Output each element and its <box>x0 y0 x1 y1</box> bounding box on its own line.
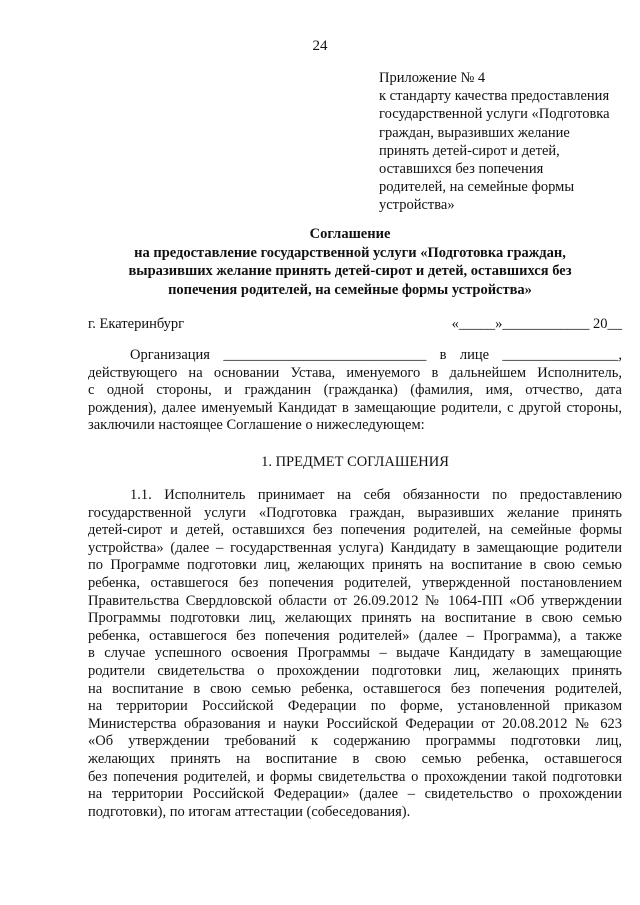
clause-line: детей-сирот и детей, оставшихся без попечения родителей, на семейные формы <box>88 522 622 539</box>
title-line: выразивших желание принять детей-сирот и детей, оставшихся без <box>128 263 572 279</box>
city: г. Екатеринбург <box>88 316 185 332</box>
clause-line: на воспитание в свою семью ребенка, оставшегося без попечения родителей, <box>88 680 622 697</box>
title-line: Соглашение <box>309 226 391 242</box>
clause-1-1 <box>88 487 622 821</box>
appendix-header <box>379 69 624 215</box>
clause-line: на территории Российской Федерации по форме, установленной приказом <box>88 698 622 715</box>
clause-line: «Об утверждении требований к содержанию программы подготовки лиц, <box>88 733 622 750</box>
title-line: попечения родителей, на семейные формы устройства» <box>168 281 532 298</box>
clause-line: Программы подготовки лиц, желающих принять на воспитание в свою семью <box>88 610 622 627</box>
clause-line: Министерства образования и науки Российской Федерации от 20.08.2012 № 623 <box>88 715 622 732</box>
appendix-line: государственной услуги «Подготовка <box>379 106 610 123</box>
intro-paragraph <box>88 347 622 435</box>
clause-line: в случае успешного освоения Программы – выдаче Кандидату в замещающие <box>88 645 622 662</box>
appendix-line: к стандарту качества предоставления <box>379 88 610 105</box>
clause-line: 1.1. Исполнитель принимает на себя обязанности по предоставлению <box>130 487 622 503</box>
document-title <box>80 225 620 299</box>
intro-line: действующего на основании Устава, именуемого в дальнейшем Исполнитель, <box>88 364 622 381</box>
appendix-line: граждан, выразивших желание <box>379 124 570 141</box>
section-heading: 1. ПРЕДМЕТ СОГЛАШЕНИЯ <box>261 454 449 470</box>
clause-line: без попечения родителей, и формы свидетельства о прохождении такой подготовки <box>88 768 622 785</box>
clause-line: родители свидетельства о прохождении подготовки лиц, желающих принять <box>88 662 622 679</box>
appendix-line: оставшихся без попечения <box>379 161 544 178</box>
appendix-line: родителей, на семейные формы <box>379 179 575 196</box>
intro-line: рождения), далее именуемый Кандидат в замещающие родители, с другой стороны, <box>88 399 622 416</box>
clause-line: Правительства Свердловской области от 26.09.2012 № 1064-ПП «Об утверждении <box>88 592 622 609</box>
intro-line: с одной стороны, и гражданин (гражданка) (фамилия, имя, отчество, дата <box>88 382 622 399</box>
clause-line: ребенка, оставшегося без попечения родителей» (далее – Программа), а также <box>88 627 622 644</box>
clause-line: по Программе подготовки лиц, желающих принять на воспитание в свою семью <box>88 557 622 574</box>
intro-line: Организация ____________________________ в лице ________________, <box>130 347 622 363</box>
appendix-line: устройства» <box>379 197 455 214</box>
appendix-line: Приложение № 4 <box>379 70 486 86</box>
clause-line: государственной услуги «Подготовка граждан, выразивших желание принять <box>88 504 622 521</box>
clause-line: ребенка, оставшегося без попечения родителей, утвержденной постановлением <box>88 574 622 591</box>
clause-line: подготовки), по итогам аттестации (собеседования). <box>88 803 411 820</box>
page-number: 24 <box>312 38 328 54</box>
appendix-line: принять детей-сирот и детей, <box>379 142 560 159</box>
clause-line: устройства» (далее – государственная услуга) Кандидату в замещающие родители <box>88 539 622 556</box>
intro-line: заключили настоящее Соглашение о нижеследующем: <box>88 417 425 434</box>
date-blank: «_____»____________ 20__ <box>451 316 622 332</box>
title-line: на предоставление государственной услуги «Подготовка граждан, <box>134 244 566 261</box>
clause-line: желающих принять на воспитание в свою семью ребенка, оставшегося <box>88 750 622 767</box>
clause-line: на территории Российской Федерации» (далее – свидетельство о прохождении <box>88 786 622 803</box>
